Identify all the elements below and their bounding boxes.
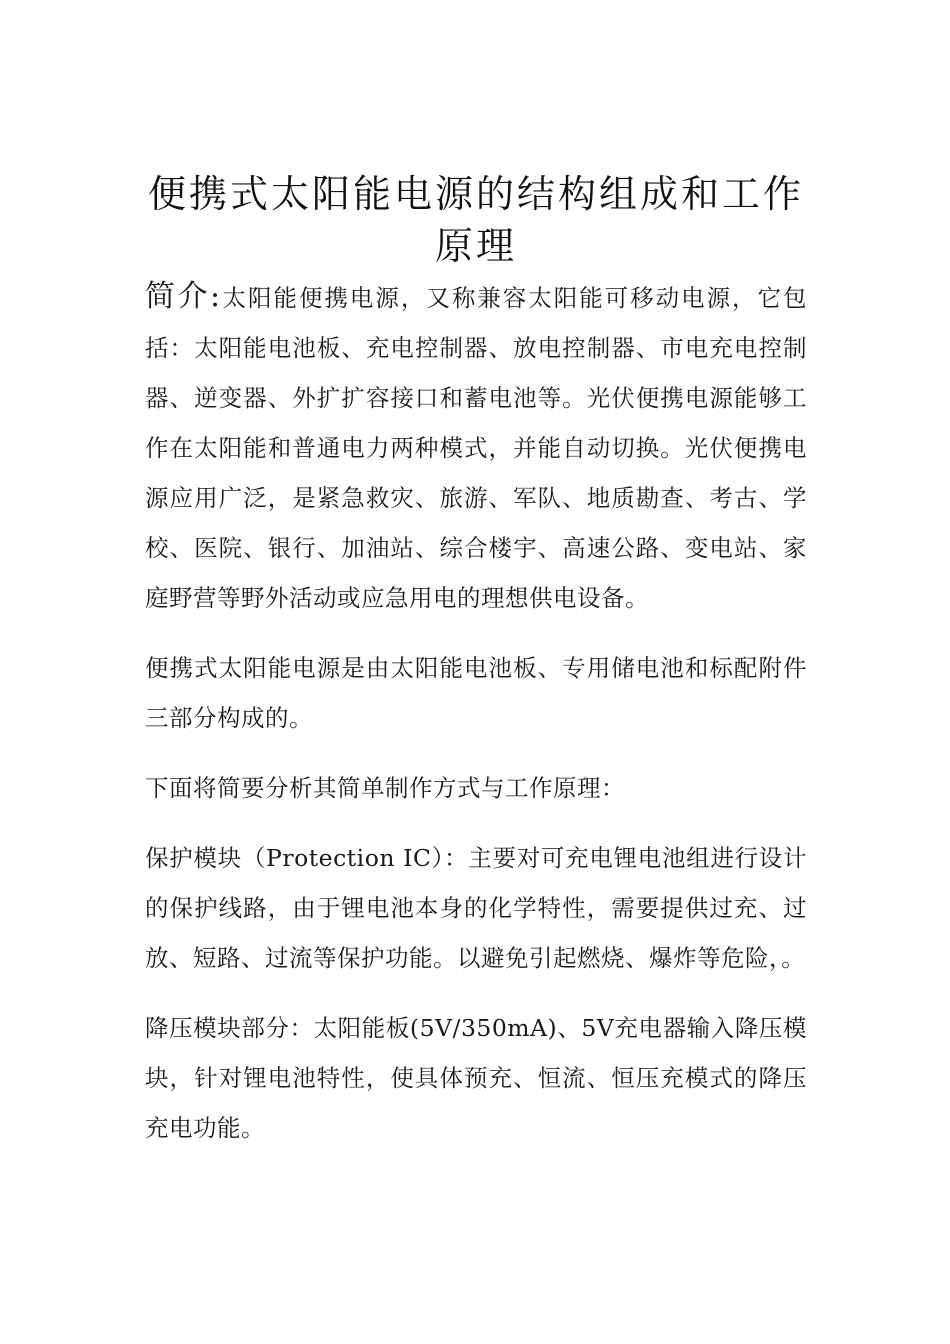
protection-module-paragraph: 保护模块（Protection IC）：主要对可充电锂电池组进行设计的保护线路，由于锂电池本身的化学特性，需要提供过充、过放、短路、过流等保护功能。以避免引起燃烧、爆炸等危险，。 <box>145 844 807 972</box>
intro-text: 太阳能便携电源，又称兼容太阳能可移动电源，它包括：太阳能电池板、充电控制器、放电控制器、市电充电控制器、逆变器、外扩扩容接口和蓄电池等。光伏便携电源能够工作在太阳能和普通电力两种模式，并能自动切换。光伏便携电源应用广泛，是紧急救灾、旅游、军队、地质勘查、考古、学校、医院、银行、加油站、综合楼宇、高速公路、变电站、家庭野营等野外活动或应急用电的理想供电设备。 <box>145 284 808 612</box>
intro-lead: 简介: <box>145 279 222 314</box>
document-title: 便携式太阳能电源的结构组成和工作原理 <box>147 172 804 268</box>
analysis-intro-paragraph: 下面将简要分析其简单制作方式与工作原理： <box>145 774 625 802</box>
document-page <box>145 168 807 1153</box>
composition-paragraph: 便携式太阳能电源是由太阳能电池板、专用储电池和标配附件三部分构成的。 <box>145 654 807 732</box>
intro-paragraph <box>145 272 807 623</box>
buck-module-paragraph: 降压模块部分：太阳能板(5V/350mA)、5V充电器输入降压模块，针对锂电池特性，使具体预充、恒流、恒压充模式的降压充电功能。 <box>145 1014 807 1142</box>
